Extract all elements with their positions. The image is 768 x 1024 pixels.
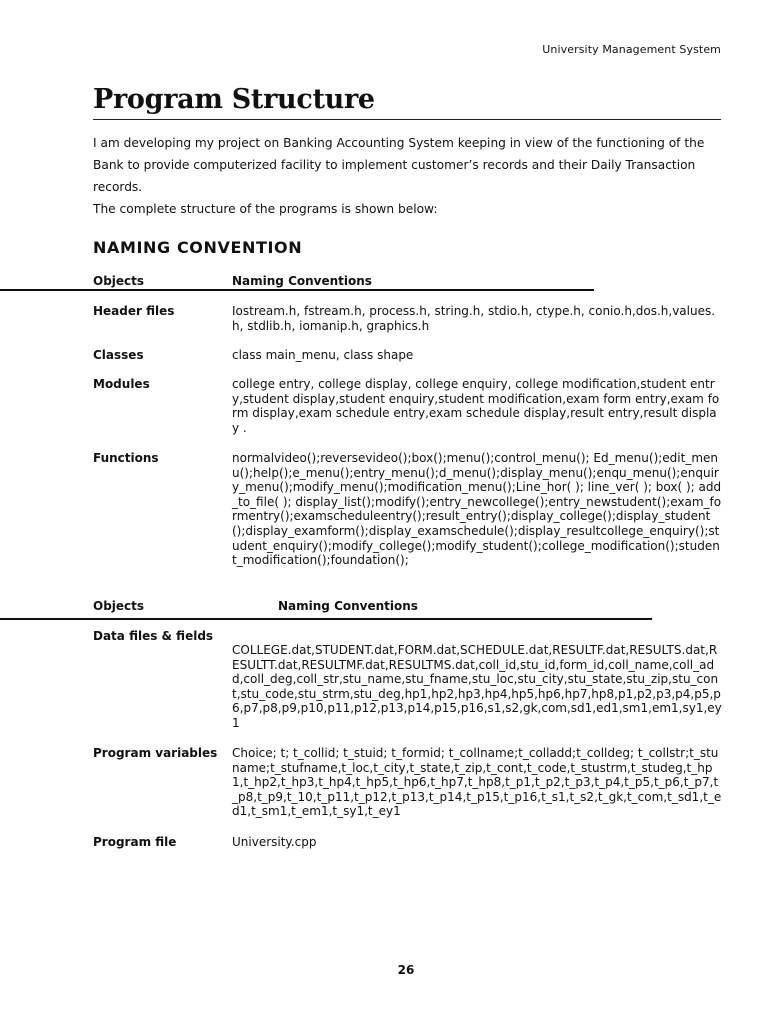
row-label-header-files: Header files	[93, 304, 175, 318]
table1-col-objects: Objects	[93, 274, 145, 288]
page-title: Program Structure	[93, 84, 375, 115]
row-value-modules: college entry, college display, college enquiry, college modification,student entry,student display,student enquiry,student modification,exam form entry,exam form display,exam schedule entry,exam schedule display,result entry,result display .	[232, 377, 720, 435]
row-value-program-file: University.cpp	[232, 835, 317, 849]
section-heading: NAMING CONVENTION	[93, 238, 303, 257]
row-label-program-variables: Program variables	[93, 746, 218, 760]
row-label-modules: Modules	[93, 377, 150, 391]
table1-col-conventions: Naming Conventions	[232, 274, 372, 288]
row-value-functions: normalvideo();reversevideo();box();menu();control_menu(); Ed_menu();edit_menu();help();e_menu();entry_menu();d_menu();display_menu();enqu_menu();enquiry_menu();modify_menu();modification_menu();Line_hor( ); line_ver( ); box( ); add_to_file( ); display_list();modify();entry_newcollege();entry_newstudent();exam_formentry();examscheduleentry();result_entry();display_college();display_student();display_examform();display_examschedule();display_resultcollege_enquiry();student_enquiry();modify_college();modify_student();college_modification();student_modification();foundation();	[232, 451, 722, 568]
row-label-classes: Classes	[93, 348, 144, 362]
intro-paragraph: The complete structure of the programs is shown below:	[93, 202, 438, 216]
row-label-program-file: Program file	[93, 835, 177, 849]
title-divider	[93, 119, 721, 120]
row-label-data-files: Data files & fields	[93, 629, 214, 643]
table2-col-objects: Objects	[93, 599, 145, 613]
running-header: University Management System	[542, 43, 721, 56]
intro-paragraph: I am developing my project on Banking Accounting System keeping in view of the functioning of the Bank to provide computerized facility to implement customer’s records and their Daily Transaction records.	[93, 136, 705, 194]
table2-col-conventions: Naming Conventions	[278, 599, 418, 613]
row-value-header-files: Iostream.h, fstream.h, process.h, string.h, stdio.h, ctype.h, conio.h,dos.h,values.h, stdlib.h, iomanip.h, graphics.h	[232, 304, 716, 333]
table1-header-rule	[0, 289, 594, 291]
intro-text	[93, 132, 723, 220]
row-value-data-files: COLLEGE.dat,STUDENT.dat,FORM.dat,SCHEDULE.dat,RESULTF.dat,RESULTS.dat,RESULTT.dat,RESULTMF.dat,RESULTMS.dat,coll_id,stu_id,form_id,coll_name,coll_add,coll_deg,coll_str,stu_name,stu_fname,stu_loc,stu_city,stu_state,stu_zip,stu_cont,stu_code,stu_strm,stu_deg,hp1,hp2,hp3,hp4,hp5,hp6,hp7,hp8,p1,p2,p3,p4,p5,p6,p7,p8,p9,p10,p11,p12,p13,p14,p15,p16,s1,s2,gk,com,sd1,ed1,sm1,em1,sy1,ey1	[232, 643, 722, 730]
row-label-functions: Functions	[93, 451, 159, 465]
page-number: 26	[397, 963, 415, 977]
row-value-classes: class main_menu, class shape	[232, 348, 414, 362]
row-value-program-variables: Choice; t; t_collid; t_stuid; t_formid; t_collname;t_colladd;t_colldeg; t_collstr;t_stuname;t_stufname,t_loc,t_city,t_state,t_zip,t_cont,t_code,t_stustrm,t_studeg,t_hp1,t_hp2,t_hp3,t_hp4,t_hp5,t_hp6,t_hp7,t_hp8,t_p1,t_p2,t_p3,t_p4,t_p5,t_p6,t_p7,t_p8,t_p9,t_10,t_p11,t_p12,t_p13,t_p14,t_p15,t_p16,t_s1,t_s2,t_gk,t_com,t_sd1,t_ed1,t_sm1,t_em1,t_sy1,t_ey1	[232, 746, 722, 819]
table2-header-rule	[0, 618, 652, 620]
